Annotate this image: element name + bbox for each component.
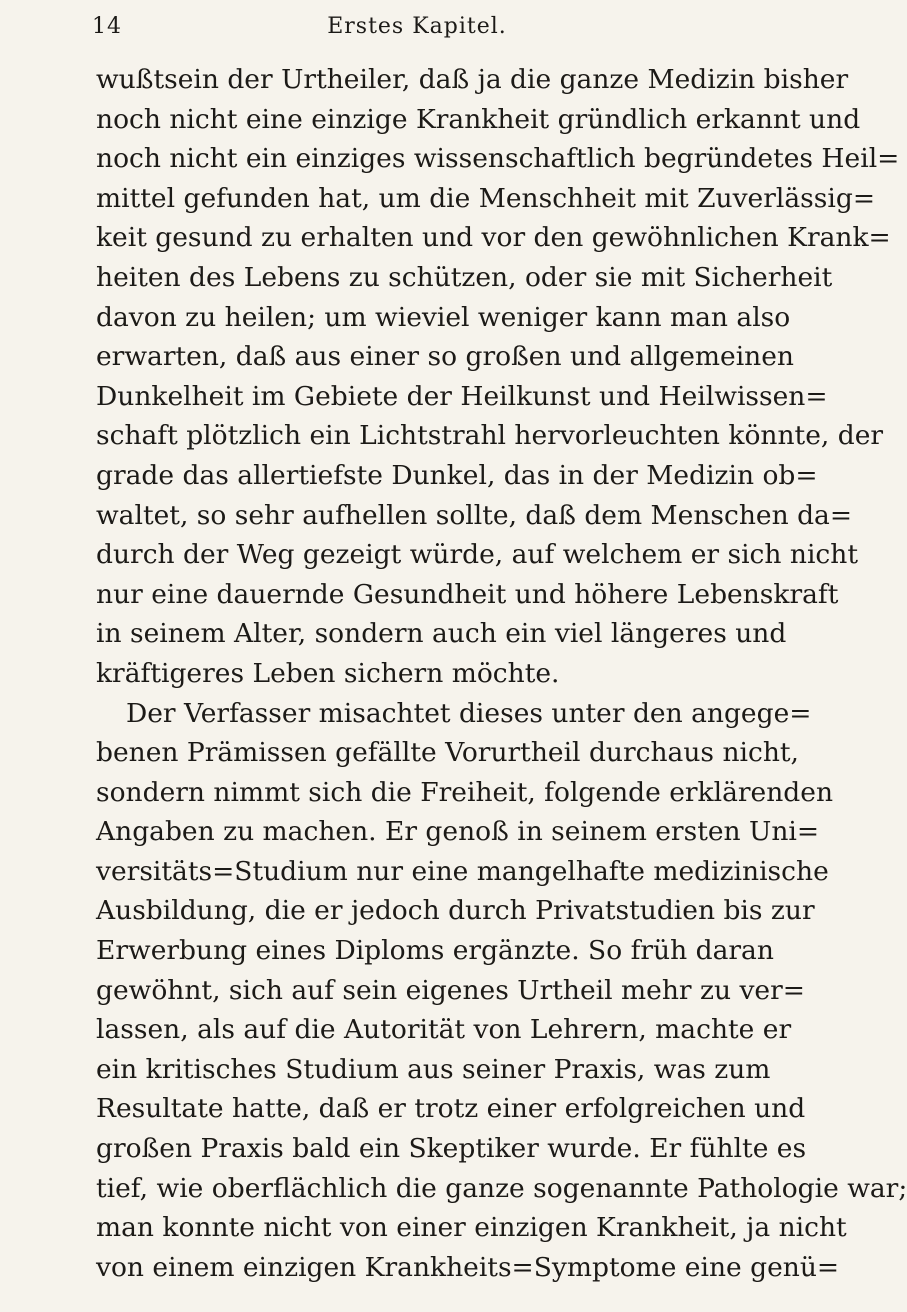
text-line: großen Praxis bald ein Skeptiker wurde. Er fühlte es xyxy=(96,1133,807,1165)
text-line: sondern nimmt sich die Freiheit, folgende erklärenden xyxy=(96,776,834,808)
text-line: ein kritisches Studium aus seiner Praxis, was zum xyxy=(96,1053,771,1085)
text-line: Erwerbung eines Diploms ergänzte. So früh daran xyxy=(96,935,774,967)
text-line: nur eine dauernde Gesundheit und höhere Lebenskraft xyxy=(96,578,839,610)
text-line: kräftigeres Leben sichern möchte. xyxy=(96,657,560,689)
text-line: man konnte nicht von einer einzigen Krankheit, ja nicht xyxy=(96,1212,847,1244)
text-line: wußtsein der Urtheiler, daß ja die ganze Medizin bisher xyxy=(96,64,849,95)
text-line: mittel gefunden hat, um die Menschheit mit Zuverlässig= xyxy=(96,182,876,214)
text-line: gewöhnt, sich auf sein eigenes Urtheil mehr zu ver= xyxy=(96,974,805,1006)
text-line: grade das allertiefste Dunkel, das in der Medizin ob= xyxy=(96,459,818,491)
text-line: Der Verfasser misachtet dieses unter den angege= xyxy=(126,697,812,729)
text-line: davon zu heilen; um wieviel weniger kann man also xyxy=(96,301,791,333)
text-line: in seinem Alter, sondern auch ein viel längeres und xyxy=(96,618,787,650)
text-line: keit gesund zu erhalten und vor den gewöhnlichen Krank= xyxy=(96,222,891,254)
text-line: Ausbildung, die er jedoch durch Privatstudien bis zur xyxy=(96,895,815,927)
running-head: Erstes Kapitel. xyxy=(327,14,507,39)
text-line: waltet, so sehr aufhellen sollte, daß dem Menschen da= xyxy=(96,499,853,531)
text-line: benen Prämissen gefällte Vorurtheil durchaus nicht, xyxy=(96,737,799,769)
text-line: Resultate hatte, daß er trotz einer erfolgreichen und xyxy=(96,1093,806,1125)
page-header xyxy=(92,14,742,44)
text-line: tief, wie oberflächlich die ganze sogenannte Pathologie war; xyxy=(96,1172,907,1204)
text-line: durch der Weg gezeigt würde, auf welchem er sich nicht xyxy=(96,539,858,571)
text-line: Dunkelheit im Gebiete der Heilkunst und Heilwissen= xyxy=(96,380,828,412)
text-line: von einem einzigen Krankheits=Symptome eine genü= xyxy=(96,1251,840,1283)
text-line: heiten des Lebens zu schützen, oder sie mit Sicherheit xyxy=(96,261,833,293)
text-line: schaft plötzlich ein Lichtstrahl hervorleuchten könnte, der xyxy=(96,420,884,452)
page-number: 14 xyxy=(92,14,122,39)
text-line: Angaben zu machen. Er genoß in seinem ersten Uni= xyxy=(96,816,820,848)
text-line: lassen, als auf die Autorität von Lehrern, machte er xyxy=(96,1014,792,1046)
text-line: noch nicht eine einzige Krankheit gründlich erkannt und xyxy=(96,103,861,135)
body-text xyxy=(96,60,907,1287)
text-line: erwarten, daß aus einer so großen und allgemeinen xyxy=(96,341,794,373)
text-line: noch nicht ein einziges wissenschaftlich begründetes Heil= xyxy=(96,143,900,175)
text-line: versitäts=Studium nur eine mangelhafte medizinische xyxy=(96,855,829,887)
